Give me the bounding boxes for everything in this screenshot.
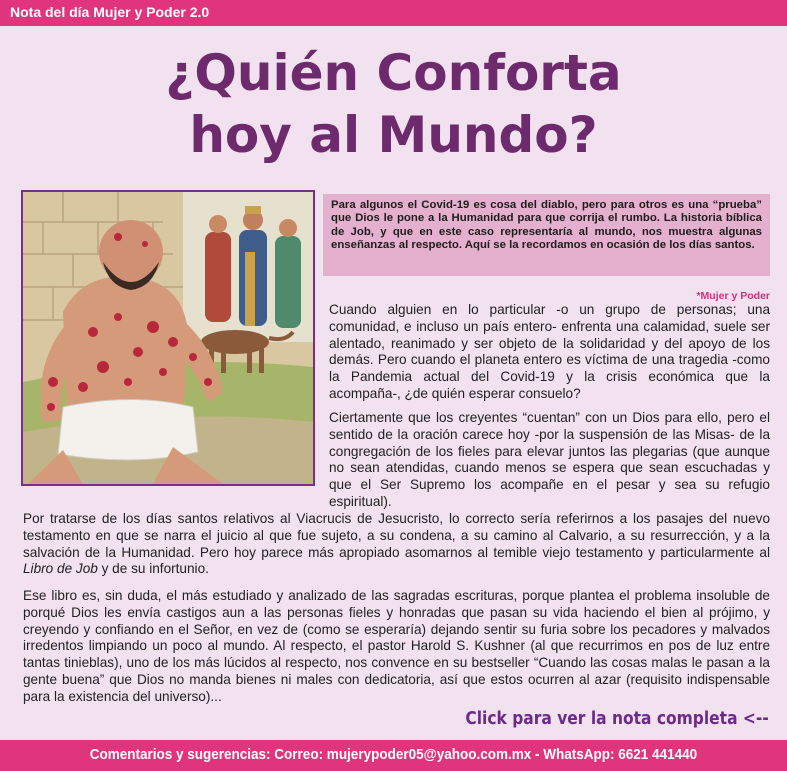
paragraph-4: Ese libro es, sin duda, el más estudiado y analizado de las sagradas escrituras, porque plantea el problema insoluble de porqué Dios les envía castigos aun a las personas fieles y honradas que pasan su vida haciendo el bien al prójimo, y creyendo y confiando en el Señor, en vez de (como se esperaría) dejando sentir su furia sobre los pecadores y malvados irredentos limpiando un poco al mundo. Al respecto, el pastor Harold S. Kushner (al que recurrimos en pos de luz entre tantas tinieblas), uno de los más lúcidos al respecto, nos convence en su bestseller “Cuando las cosas malas le pasan a la gente buena” que Dios no manda bienes ni males con dedicatoria, así que estos ocurren al azar (requisito indispensable para la existencia del universo)... (23, 588, 770, 704)
footer-bar (0, 740, 787, 771)
friend-2-sash (245, 252, 255, 326)
byline: *Mujer y Poder (696, 290, 770, 302)
friend-1-head (209, 215, 227, 233)
article-title (0, 42, 787, 166)
friend-3-robe (275, 236, 301, 328)
book-title-emphasis: Libro de Job (23, 561, 98, 577)
job-illustration-drawing (23, 192, 313, 484)
friend-3-head (279, 219, 297, 237)
job-illustration (21, 190, 315, 486)
paragraph-3-text-after: y de su infortunio. (97, 561, 209, 577)
paragraph-3 (23, 511, 770, 578)
paragraph-3-text-before: Por tratarse de los días santos relativos al Viacrucis de Jesucristo, lo correcto sería referirnos a los pasajes del nuevo testamento en que se narra el juicio al que fue sujeto, a su condena, a su camino al Calvario, a su resurrección, y a la salvación de la Humanidad. Pero hoy parece más apropiado asomarnos al temible viejo testamento y particularmente al (23, 511, 770, 560)
header-label: Nota del día Mujer y Poder 2.0 (10, 4, 210, 20)
friends-group (205, 206, 301, 328)
read-full-article-link[interactable]: Click para ver la nota completa <-- (465, 708, 769, 729)
article-title-line-2: hoy al Mundo? (189, 106, 598, 164)
header-bar (0, 0, 787, 26)
friend-1-robe (205, 232, 231, 322)
intro-summary: Para algunos el Covid-19 es cosa del diablo, pero para otros es una “prueba” que Dios le pone a la Humanidad para que corrija el rumbo. La historia bíblica de Job, y que en este caso representaría al mundo, nos muestra algunas enseñanzas al respecto. Aquí se la recordamos en ocasión de los días santos. (323, 194, 770, 276)
article-title-line-1: ¿Quién Conforta (165, 44, 622, 102)
footer-contact-text: Comentarios y sugerencias: Correo: mujerypoder05@yahoo.com.mx - WhatsApp: 6621 441440 (89, 746, 698, 763)
friend-2-turban (245, 206, 261, 214)
paragraph-2: Ciertamente que los creyentes “cuentan” con un Dios para ello, pero el sentido de la oración carece hoy -por la suspensión de las Misas- de la congregación de los fieles para elevar juntos las plegarias (que aunque no sean atendidas, cuando menos se espera que sean escuchadas y que el Ser Supremo los acompañe en el pesar y sea su refugio espiritual). (329, 410, 770, 509)
paragraph-1: Cuando alguien en lo particular -o un grupo de personas; una comunidad, e incluso un país entero- enfrenta una calamidad, suele ser alentado, reanimado y ser objeto de la solidaridad y del apoyo de los demás. Pero cuando el planeta entero es víctima de una tragedia -como la Pandemia actual del Covid-19 y la crisis económica que la acompaña-, ¿de quién esperar consuelo? (329, 302, 770, 401)
